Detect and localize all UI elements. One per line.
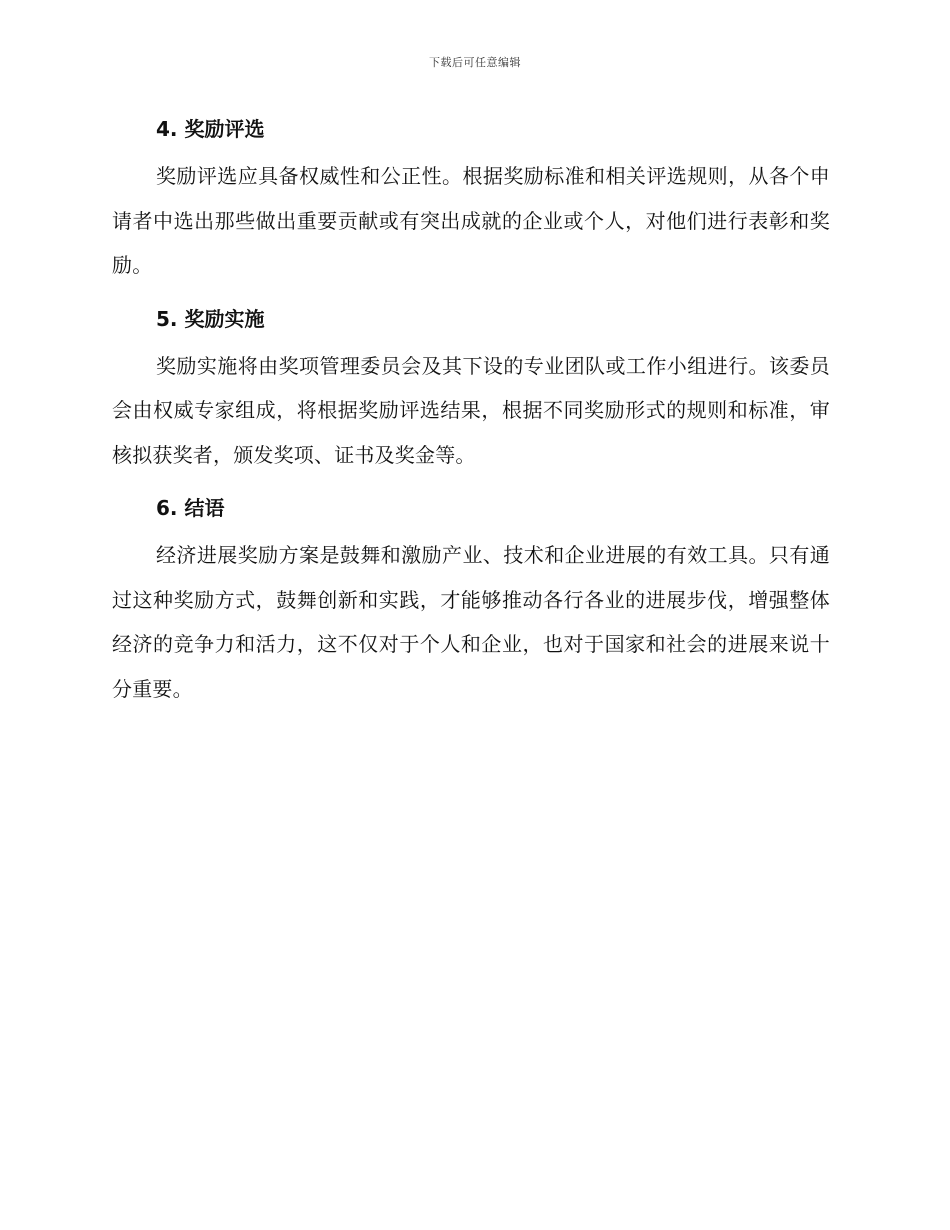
page-header-note: 下载后可任意编辑 bbox=[429, 56, 521, 69]
document-content bbox=[112, 110, 830, 723]
section-paragraph: 奖励评选应具备权威性和公正性。根据奖励标准和相关评选规则，从各个申请者中选出那些做出重要贡献或有突出成就的企业或个人，对他们进行表彰和奖励。 bbox=[112, 164, 830, 277]
section-award-selection bbox=[112, 110, 830, 288]
section-paragraph: 经济进展奖励方案是鼓舞和激励产业、技术和企业进展的有效工具。只有通过这种奖励方式，鼓舞创新和实践，才能够推动各行各业的进展步伐，增强整体经济的竞争力和活力，这不仅对于个人和企业，也对于国家和社会的进展来说十分重要。 bbox=[112, 543, 830, 701]
section-paragraph: 奖励实施将由奖项管理委员会及其下设的专业团队或工作小组进行。该委员会由权威专家组成，将根据奖励评选结果，根据不同奖励形式的规则和标准，审核拟获奖者，颁发奖项、证书及奖金等。 bbox=[112, 353, 830, 467]
section-heading: 5. 奖励实施 bbox=[156, 306, 265, 331]
section-conclusion bbox=[112, 489, 830, 711]
section-award-implementation bbox=[112, 300, 830, 478]
section-heading: 6. 结语 bbox=[156, 496, 225, 520]
section-heading: 4. 奖励评选 bbox=[156, 117, 265, 141]
